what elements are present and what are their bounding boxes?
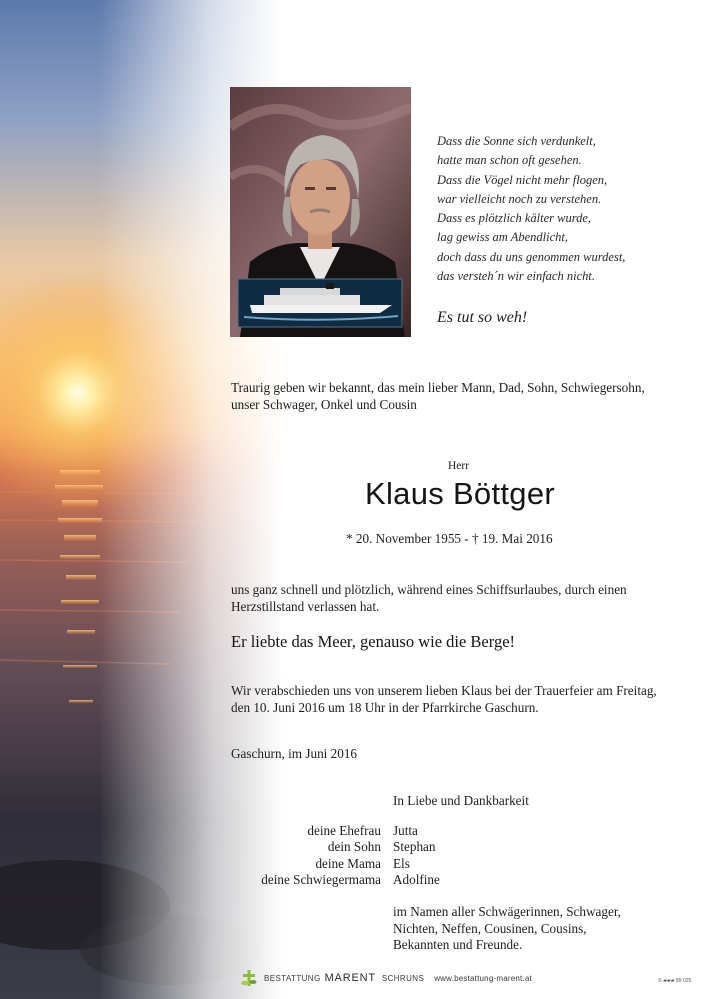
extended-family-note [393, 904, 621, 954]
portrait-photo [230, 87, 411, 337]
circumstances-line: uns ganz schnell und plötzlich, während eines Schiffsurlaubes, durch einen [231, 582, 627, 597]
circumstances-line: Herzstillstand verlassen hat. [231, 598, 380, 614]
poem-line: lag gewiss am Abendlicht, [437, 230, 569, 245]
circumstances-text [231, 582, 627, 615]
motto: Er liebte das Meer, genauso wie die Berge! [231, 632, 516, 651]
poem-line: hatte man schon oft gesehen. [437, 153, 582, 168]
list-item [200, 872, 543, 888]
poem-line: das versteh´n wir einfach nicht. [437, 269, 595, 284]
title-prefix: Herr [447, 460, 470, 472]
cruise-ship-icon [238, 279, 402, 327]
mourner-relation: dein Sohn [327, 839, 381, 855]
farewell-line: den 10. Juni 2016 um 18 Uhr in der Pfarrkirche Gaschurn. [231, 699, 539, 715]
mourner-name: Stephan [393, 839, 436, 855]
cross-leaf-logo-icon [240, 968, 258, 988]
list-item [200, 856, 543, 872]
poem-line: doch dass du uns genommen wurdest, [437, 249, 626, 264]
mourner-relation: deine Schwiegermama [261, 872, 381, 888]
footer-url: www.bestattung-marent.at [434, 973, 532, 983]
mourner-relation: deine Ehefrau [307, 823, 381, 838]
place-date: Gaschurn, im Juni 2016 [231, 746, 358, 761]
deceased-name: Klaus Böttger [365, 476, 556, 511]
footer-company: BESTATTUNG [264, 973, 321, 983]
poem-closing: Es tut so weh! [437, 309, 528, 326]
list-item [200, 823, 543, 839]
print-code: © ▰▰▰ 89 025 [658, 978, 692, 984]
list-item [200, 839, 543, 855]
farewell-line: Wir verabschieden uns von unserem lieben Klaus bei der Trauerfeier am Freitag, [231, 683, 657, 698]
intro-line: Traurig geben wir bekannt, das mein lieber Mann, Dad, Sohn, Schwiegersohn, [231, 380, 645, 395]
poem-line: Dass die Sonne sich verdunkelt, [437, 134, 596, 148]
portrait-photo-icon [230, 87, 411, 337]
poem-line: Dass die Vögel nicht mehr flogen, [437, 172, 608, 187]
mourner-relation: deine Mama [315, 855, 381, 871]
intro-line: unser Schwager, Onkel und Cousin [231, 396, 417, 412]
mourner-name: Jutta [393, 823, 418, 838]
poem-line: war vielleicht noch zu verstehen. [437, 191, 602, 206]
mourner-name: Els [393, 855, 410, 871]
funeral-home-footer [240, 967, 532, 989]
farewell-text [231, 683, 657, 716]
mourner-name: Adolfine [393, 872, 440, 888]
note-line: Bekannten und Freunde. [393, 937, 523, 952]
life-dates: * 20. November 1955 - † 19. Mai 2016 [346, 531, 553, 546]
love-and-gratitude: In Liebe und Dankbarkeit [393, 793, 529, 808]
footer-brand: MARENT [324, 972, 376, 984]
poem-line: Dass es plötzlich kälter wurde, [437, 211, 592, 226]
mourners-list [200, 823, 543, 889]
intro-text [231, 380, 645, 413]
poem [437, 132, 697, 286]
note-line: im Namen aller Schwägerinnen, Schwager, [393, 904, 621, 919]
footer-town: SCHRUNS [381, 973, 425, 983]
note-line: Nichten, Neffen, Cousinen, Cousins, [393, 920, 587, 936]
